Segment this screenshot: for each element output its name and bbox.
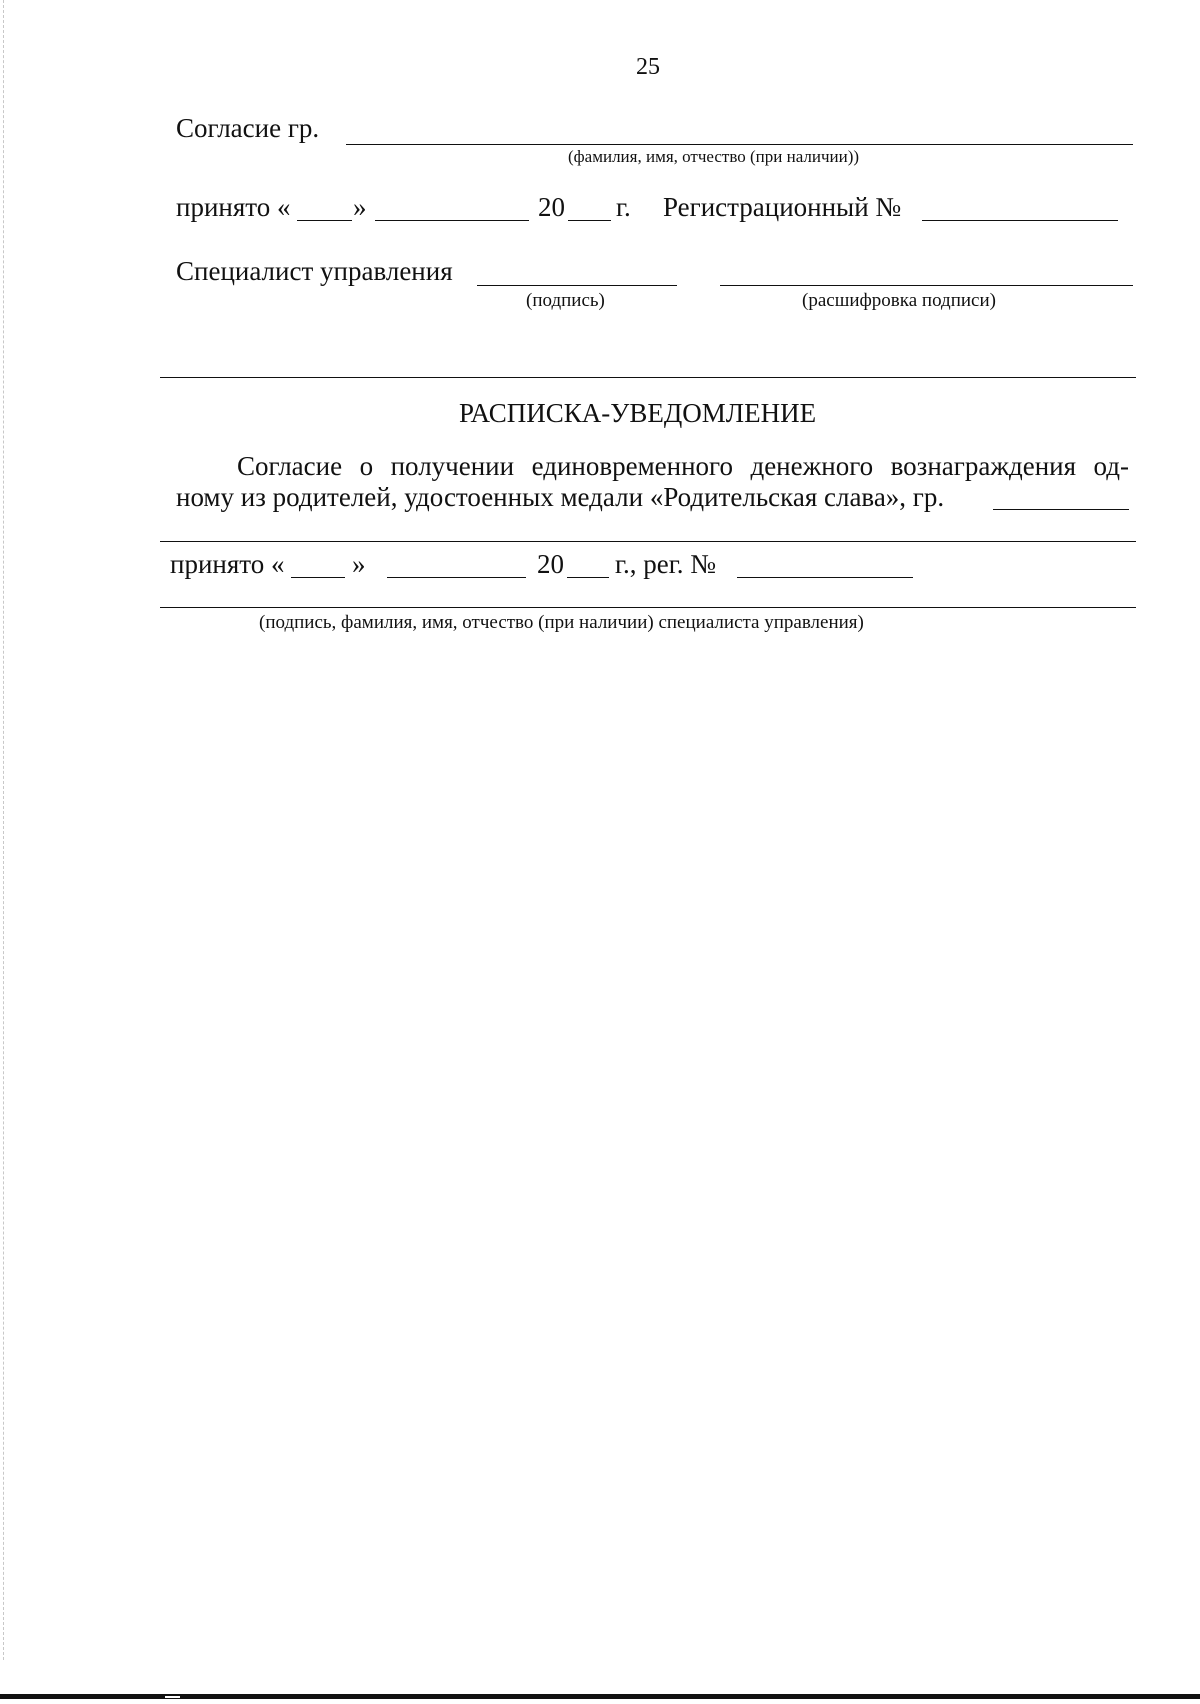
specialist-signature-field[interactable] <box>477 285 677 286</box>
receipt-accepted-close: » <box>352 549 366 579</box>
receipt-paragraph-line2: ному из родителей, удостоенных медали «Родительская слава», гр. <box>176 482 945 512</box>
accepted-day-field[interactable] <box>297 220 352 221</box>
receipt-day-field[interactable] <box>291 577 345 578</box>
signature-caption: (подпись) <box>526 290 605 311</box>
year-field[interactable] <box>568 220 611 221</box>
receipt-paragraph-line1: Согласие о получении единовременного денежного вознаграждения од- <box>237 451 1129 481</box>
specialist-label: Специалист управления <box>176 256 453 286</box>
accepted-label-close: » <box>353 192 367 222</box>
specialist-signature-decode-field[interactable] <box>720 285 1133 286</box>
receipt-fio-field[interactable] <box>993 509 1129 510</box>
page-number: 25 <box>636 54 660 80</box>
scan-bottom-edge-gap <box>165 1696 180 1698</box>
receipt-signature-field[interactable] <box>160 607 1136 608</box>
year-suffix: г. <box>616 192 631 222</box>
year-prefix: 20 <box>538 192 565 222</box>
receipt-month-field[interactable] <box>387 577 526 578</box>
cut-line <box>160 377 1136 378</box>
fio-field[interactable] <box>346 144 1133 145</box>
receipt-signature-caption: (подпись, фамилия, имя, отчество (при наличии) специалиста управления) <box>259 612 864 633</box>
receipt-year-field[interactable] <box>567 577 609 578</box>
signature-decode-caption: (расшифровка подписи) <box>802 290 996 311</box>
scan-edge <box>3 0 4 1660</box>
fio-caption: (фамилия, имя, отчество (при наличии)) <box>568 147 860 166</box>
accepted-month-field[interactable] <box>375 220 529 221</box>
scan-bottom-edge <box>0 1694 1200 1699</box>
receipt-reg-number-field[interactable] <box>737 577 913 578</box>
consent-label: Согласие гр. <box>176 113 320 143</box>
receipt-accepted-open: принято « <box>170 549 285 579</box>
registration-number-field[interactable] <box>922 220 1118 221</box>
receipt-separator <box>160 541 1136 542</box>
receipt-year-prefix: 20 <box>537 549 564 579</box>
accepted-label-open: принято « <box>176 192 291 222</box>
receipt-year-suffix: г., рег. № <box>615 549 717 579</box>
receipt-title: РАСПИСКА-УВЕДОМЛЕНИЕ <box>459 398 817 428</box>
registration-label: Регистрационный № <box>663 192 902 222</box>
